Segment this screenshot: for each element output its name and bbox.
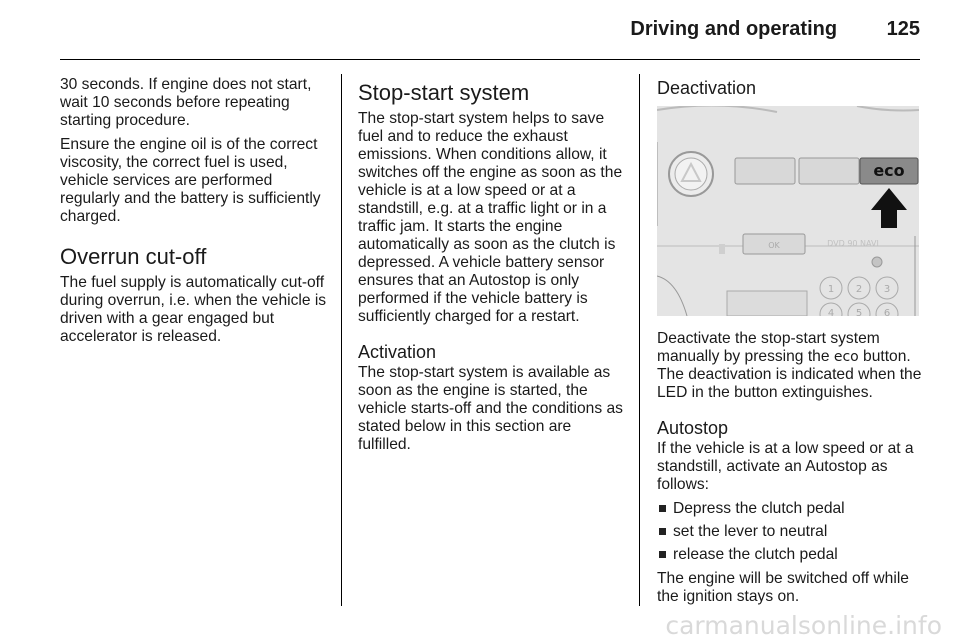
dash-button-left	[735, 158, 795, 184]
page-header	[630, 18, 920, 41]
column-1	[60, 76, 330, 352]
heading-deactivation: Deactivation	[657, 78, 757, 98]
preset-key-2: 2	[855, 284, 863, 295]
column-divider-2	[639, 74, 640, 606]
preset-key-6: 6	[883, 308, 891, 316]
radio-model-label: DVD 90 NAVI	[827, 239, 879, 248]
eco-button-illustration	[657, 106, 919, 316]
list-item: set the lever to neutral	[657, 523, 925, 541]
preset-key-1: 1	[827, 284, 835, 295]
bullet-square-icon	[659, 505, 666, 512]
bullet-square-icon	[659, 551, 666, 558]
page-number: 125	[886, 18, 920, 40]
paragraph-engine-oil: Ensure the engine oil is of the correct viscosity, the correct fuel is used, vehicle services are performed regularly and the battery is sufficiently charged.	[60, 136, 321, 225]
paragraph-start-retry: 30 seconds. If engine does not start, wait 10 seconds before repeating starting procedure.	[60, 76, 312, 129]
watermark: carmanualsonline.info	[665, 611, 942, 640]
column-2	[358, 76, 628, 460]
eco-inline-label: eco	[833, 349, 859, 365]
bullet-square-icon	[659, 528, 666, 535]
preset-keys	[820, 277, 898, 316]
preset-key-5: 5	[855, 308, 863, 316]
preset-key-3: 3	[883, 284, 891, 295]
column-divider-1	[341, 74, 342, 606]
deactivation-text-a: Deactivate the stop-start system manually by pressing the	[657, 330, 880, 365]
heading-autostop: Autostop	[657, 418, 729, 438]
eco-button-label: eco	[873, 161, 905, 180]
heading-stop-start-system: Stop-start system	[358, 80, 530, 105]
autostop-steps	[657, 500, 925, 564]
paragraph-engine-off: The engine will be switched off while the ignition stays on.	[657, 570, 909, 605]
paragraph-activation: The stop-start system is available as soon as the engine is started, the vehicle starts-off and the conditions as stated below in this section are fulfilled.	[358, 364, 623, 453]
paragraph-stop-start-intro: The stop-start system helps to save fuel and to reduce the exhaust emissions. When conditions allow, it switches off the engine as soon as the vehicle is at a low speed or at a standstill, e.g. at a traffic light or in a traffic jam. It starts the engine automatically as soon as the clutch is depressed. A vehicle battery sensor ensures that an Autostop is only performed if the vehicle battery is sufficiently charged for a restart.	[358, 110, 623, 325]
column-3	[657, 76, 925, 612]
radio-ok-label: OK	[768, 241, 780, 250]
deactivation-text-b: button. The deactivation is indicated when the LED in the button extinguishes.	[657, 348, 922, 401]
radio-led-indicator	[872, 257, 882, 267]
header-rule	[60, 59, 920, 60]
list-item: release the clutch pedal	[657, 546, 925, 564]
heading-overrun-cut-off: Overrun cut-off	[60, 244, 207, 269]
dash-button-middle	[799, 158, 859, 184]
paragraph-deactivation	[657, 330, 925, 402]
paragraph-autostop: If the vehicle is at a low speed or at a standstill, activate an Autostop as follows:	[657, 440, 914, 493]
preset-key-4: 4	[827, 308, 835, 316]
heading-activation: Activation	[358, 342, 437, 362]
paragraph-overrun: The fuel supply is automatically cut-off during overrun, i.e. when the vehicle is driven with a gear engaged but accelerator is released.	[60, 274, 327, 345]
list-item: Depress the clutch pedal	[657, 500, 925, 518]
header-section-title: Driving and operating	[630, 18, 838, 40]
